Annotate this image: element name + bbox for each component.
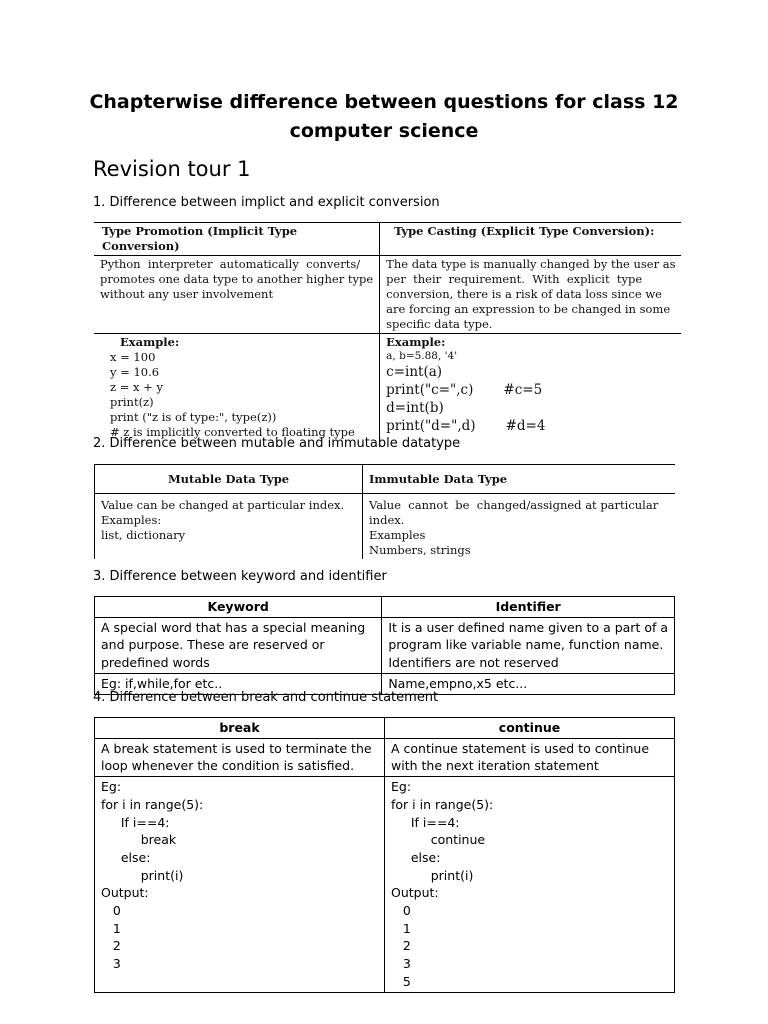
question-2-label: 2. Difference between mutable and immutable datatype xyxy=(93,436,461,451)
continue-header: continue xyxy=(498,720,561,735)
continue-desc: A continue statement is used to continue with the next iteration statement xyxy=(391,740,650,774)
question-1-label: 1. Difference between implict and explicit conversion xyxy=(93,195,440,210)
break-continue-table xyxy=(94,717,675,993)
mutable-header: Mutable Data Type xyxy=(95,465,363,494)
explicit-example: Example: a, b=5.88, '4' c=int(a) print("c=",c) #c=5 d=int(b) print("d=",d) #d=4 xyxy=(386,335,546,434)
explicit-header: Type Casting (Explicit Type Conversion): xyxy=(394,224,655,238)
break-code: Eg: for i in range(5): If i==4: break else: print(i) Output: 0 1 2 3 xyxy=(95,777,385,992)
keyword-header: Keyword xyxy=(95,597,382,618)
break-desc: A break statement is used to terminate the loop whenever the condition is satisfied. xyxy=(95,738,385,776)
identifier-desc: It is a user defined name given to a part of a program like variable name, function name. Identifiers are not reserved xyxy=(388,619,668,671)
keyword-example: Eg: if,while,for etc.. xyxy=(95,673,382,694)
keyword-table xyxy=(94,596,675,695)
implicit-desc: Python interpreter automatically converts/ promotes one data type to another higher type without any user involvement xyxy=(94,256,380,334)
immutable-body: Value cannot be changed/assigned at particular index. Examples Numbers, strings xyxy=(369,498,659,557)
implicit-example: Example: x = 100 y = 10.6 z = x + y print(z) print ("z is of type:", type(z)) # z is implicitly converted to floating type xyxy=(94,334,380,442)
explicit-desc: The data type is manually changed by the user as per their requirement. With explicit type conversion, there is a risk of data loss since we are forcing an expression to be changed in some specific data type. xyxy=(386,257,676,331)
conversion-table xyxy=(94,222,681,441)
immutable-header: Immutable Data Type xyxy=(369,471,508,486)
page-title-line1: Chapterwise difference between questions for class 12 xyxy=(89,91,679,113)
identifier-example: Name,empno,x5 etc... xyxy=(388,675,528,691)
mutable-body: Value can be changed at particular index. Examples: list, dictionary xyxy=(95,494,363,560)
section-heading: Revision tour 1 xyxy=(93,157,251,181)
break-header: break xyxy=(95,718,385,739)
continue-code: Eg: for i in range(5): If i==4: continue else: print(i) Output: 0 1 2 3 5 xyxy=(391,779,494,989)
question-4-label: 4. Difference between break and continue statement xyxy=(93,690,439,705)
identifier-header: Identifier xyxy=(495,599,561,614)
page-title-line2: computer science xyxy=(289,120,479,142)
question-3-label: 3. Difference between keyword and identifier xyxy=(93,569,387,584)
implicit-header: Type Promotion (Implicit Type Conversion) xyxy=(94,223,380,256)
mutable-table xyxy=(94,464,675,559)
keyword-desc: A special word that has a special meaning and purpose. These are reserved or predefined words xyxy=(95,617,382,673)
